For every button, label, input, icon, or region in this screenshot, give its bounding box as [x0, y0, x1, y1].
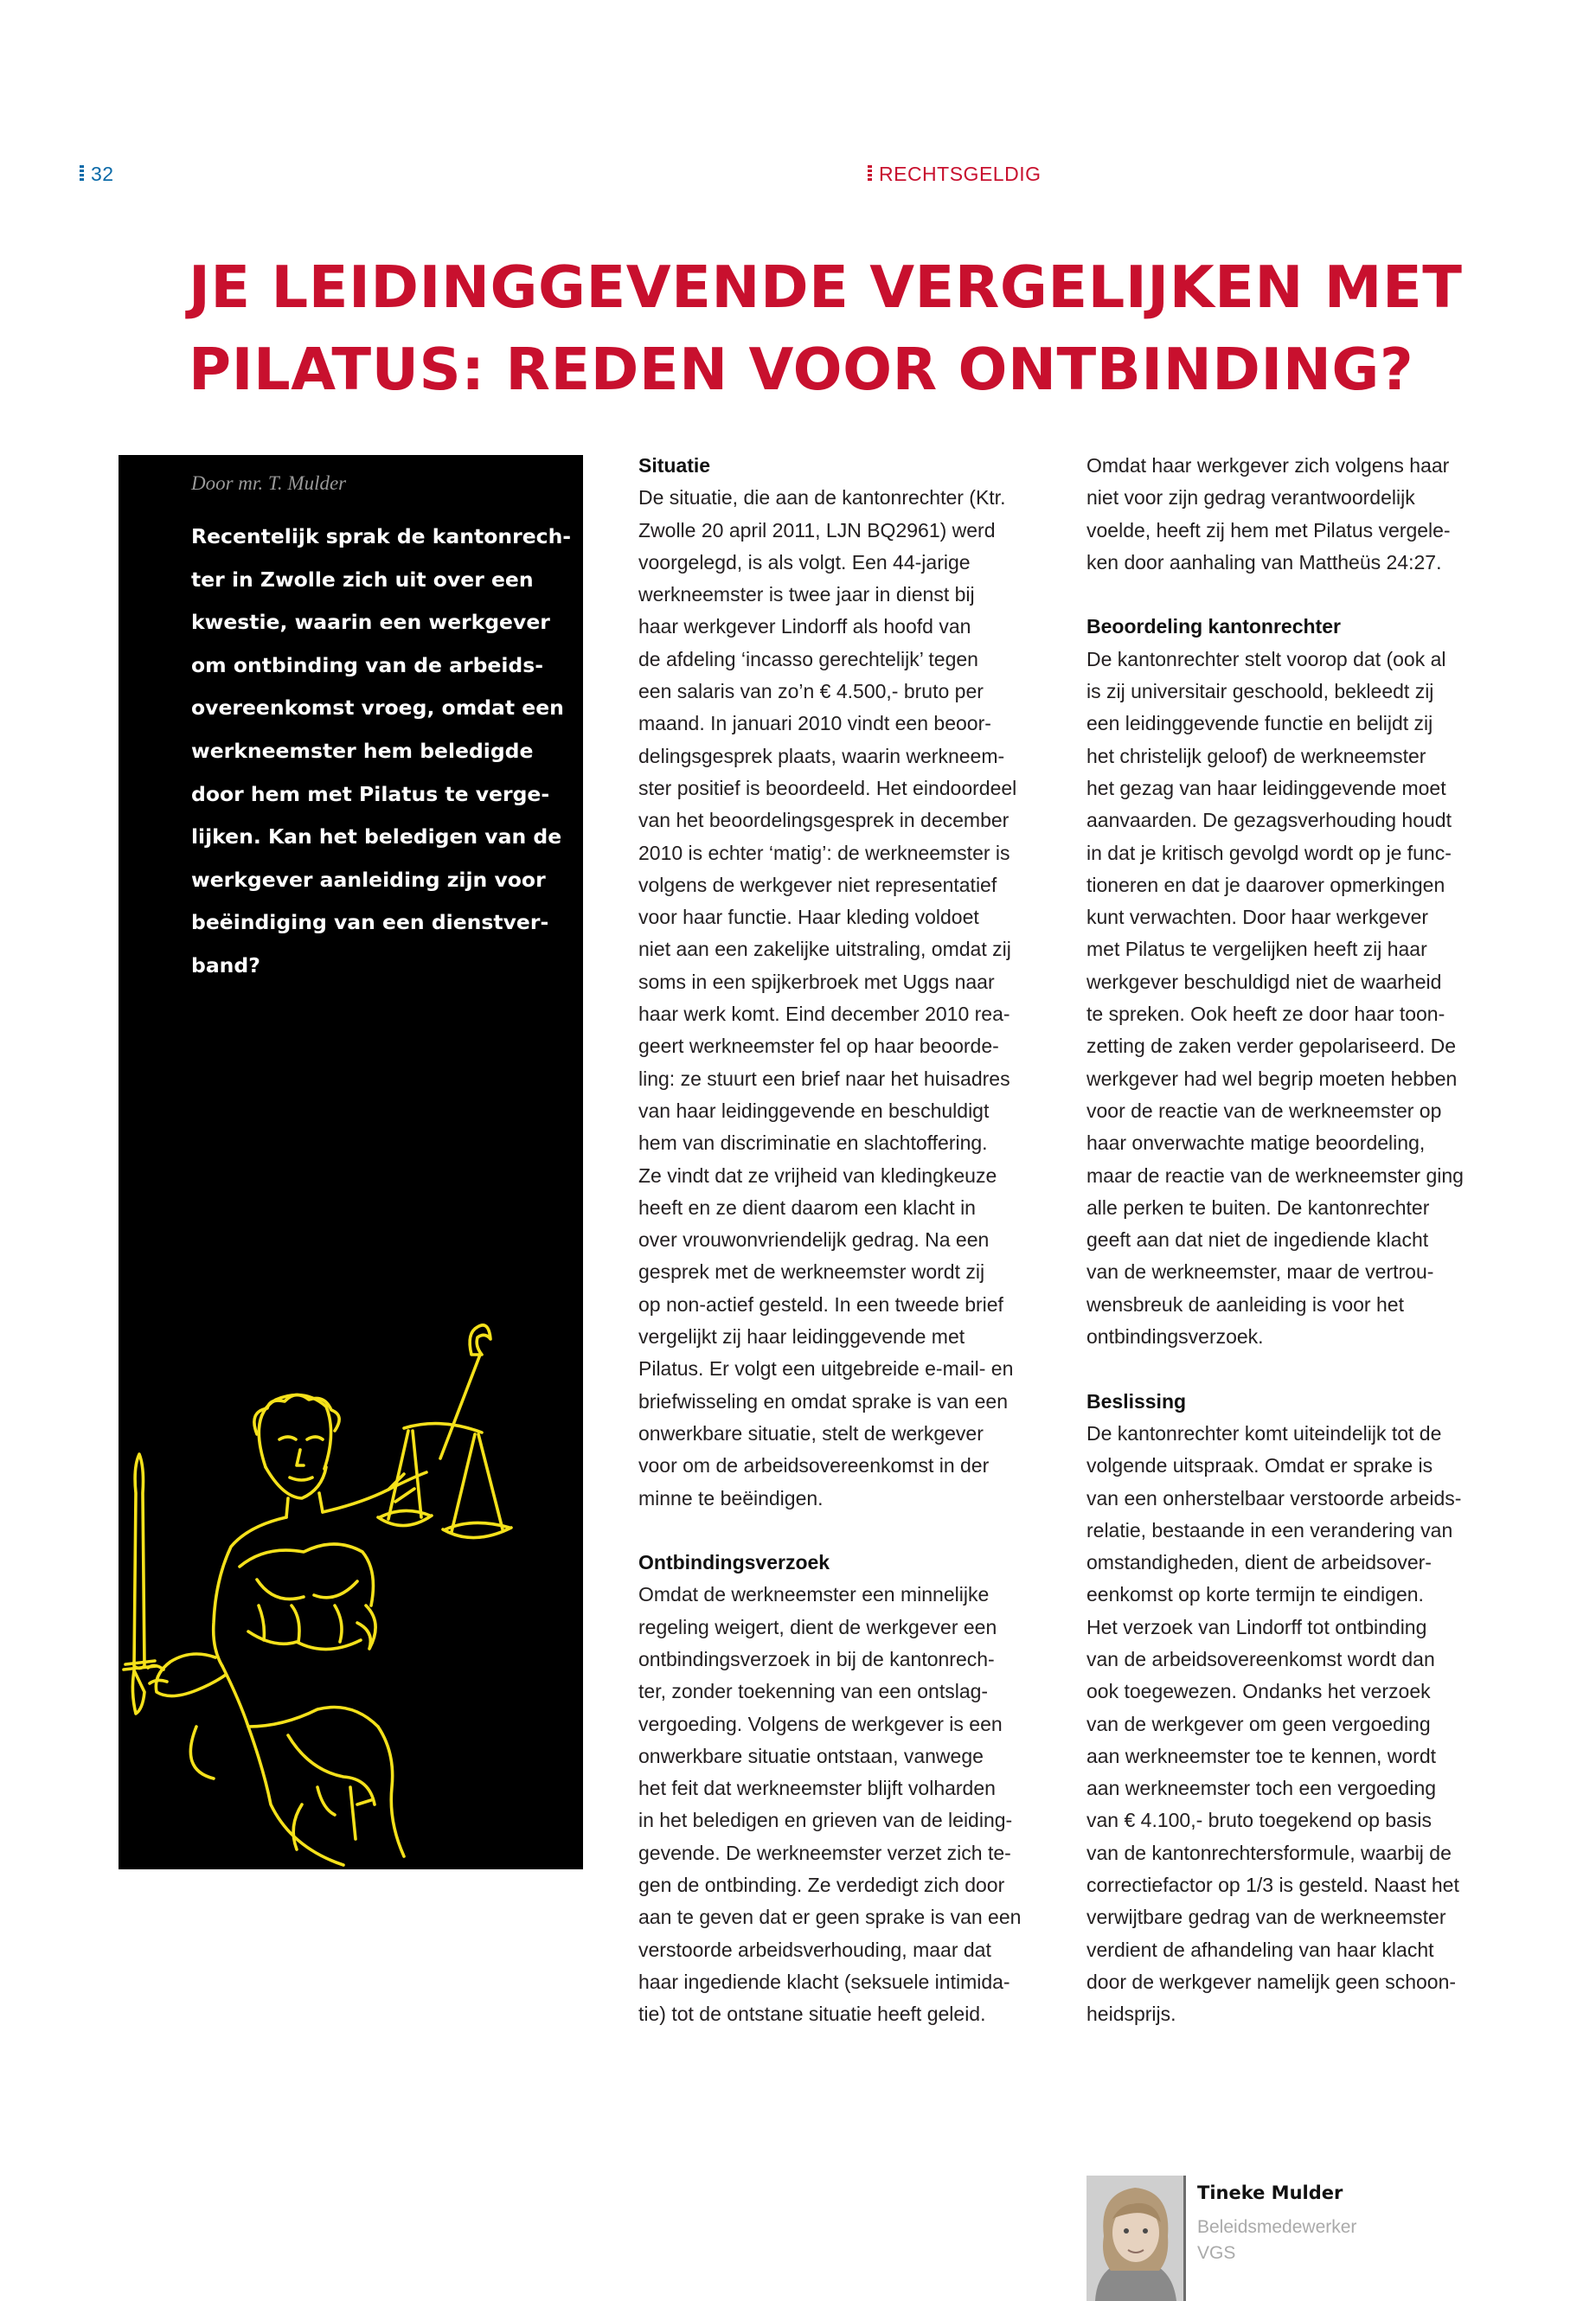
lede — [191, 516, 572, 988]
justitia-illustration — [119, 1320, 583, 1869]
text-line: volgende uitspraak. Omdat er sprake is — [1086, 1454, 1433, 1477]
title-line: JE LEIDINGGEVENDE VERGELIJKEN MET — [189, 253, 1463, 321]
text-line: ter, zonder toekenning van een ontslag- — [638, 1680, 989, 1703]
text-line: aan te geven dat er geen sprake is van een — [638, 1906, 1022, 1929]
paragraph — [1086, 450, 1502, 579]
text-line: verstoorde arbeidsverhouding, maar dat — [638, 1938, 991, 1961]
text-line: wensbreuk de aanleiding is voor het — [1086, 1292, 1404, 1316]
text-line: werkneemster hem beledigde — [191, 738, 534, 763]
text-line: geeft aan dat niet de ingediende klacht — [1086, 1228, 1429, 1252]
text-line: aanvaarden. De gezagsverhouding houdt — [1086, 809, 1452, 832]
text-line: heeft en ze dient daarom een klacht in — [638, 1195, 976, 1219]
author-photo — [1086, 2176, 1183, 2301]
text-line: niet voor zijn gedrag verantwoordelijk — [1086, 486, 1415, 510]
text-line: om ontbinding van de arbeids- — [191, 652, 543, 677]
text-line: Ze vindt dat ze vrijheid van kledingkeuze — [638, 1163, 997, 1187]
text-line: in het beledigen en grieven van de leiding- — [638, 1809, 1013, 1832]
intro-box — [119, 455, 583, 1869]
text-line: ling: ze stuurt een brief naar het huisadres — [638, 1067, 1010, 1090]
text-line: van de werkgever om geen vergoeding — [1086, 1712, 1431, 1735]
text-line: van de kantonrechtersformule, waarbij de — [1086, 1841, 1452, 1864]
text-line: het gezag van haar leidinggevende moet — [1086, 776, 1446, 799]
paragraph — [638, 482, 1054, 1515]
text-line: geert werkneemster fel op haar beoorde- — [638, 1035, 999, 1058]
text-line: van de werkneemster, maar de vertrou- — [1086, 1260, 1434, 1284]
text-line: De situatie, die aan de kantonrechter (Ktr. — [638, 486, 1006, 510]
text-line: ontbindingsverzoek in bij de kantonrech- — [638, 1647, 995, 1670]
text-line: voor om de arbeidsovereenkomst in der — [638, 1454, 990, 1477]
text-line: van haar leidinggevende en beschuldigt — [638, 1099, 990, 1122]
article-title — [189, 247, 1538, 411]
page-number-text: 32 — [91, 163, 114, 185]
page-number — [80, 163, 114, 186]
text-line: tie) tot de ontstane situatie heeft geleid. — [638, 2003, 986, 2026]
paragraph — [638, 1579, 1054, 2030]
text-line: De kantonrechter komt uiteindelijk tot de — [1086, 1421, 1442, 1445]
text-line: lijken. Kan het beledigen van de — [191, 824, 562, 849]
text-line: voor haar functie. Haar kleding voldoet — [638, 906, 979, 929]
text-line: ter in Zwolle zich uit over een — [191, 567, 534, 592]
column-2 — [1086, 450, 1502, 2031]
text-line: overeenkomst vroeg, omdat een — [191, 695, 564, 721]
text-line: vergoeding. Volgens de werkgever is een — [638, 1712, 1003, 1735]
text-line: tioneren en dat je daarover opmerkingen — [1086, 873, 1445, 896]
text-line: ook toegewezen. Ondanks het verzoek — [1086, 1680, 1431, 1703]
text-line: ster positief is beoordeeld. Het eindoordeel — [638, 776, 1017, 799]
text-line: minne te beëindigen. — [638, 1486, 824, 1509]
text-line: van de arbeidsovereenkomst wordt dan — [1086, 1647, 1435, 1670]
text-line: te spreken. Ook heeft ze door haar toon- — [1086, 1003, 1445, 1026]
text-line: haar onverwachte matige beoordeling, — [1086, 1131, 1426, 1155]
text-line: op non-actief gesteld. In een tweede brief — [638, 1292, 1003, 1316]
text-line: ontbindingsverzoek. — [1086, 1325, 1264, 1349]
text-line: werkgever beschuldigd niet de waarheid — [1086, 970, 1442, 993]
text-line: van € 4.100,- bruto toegekend op basis — [1086, 1809, 1432, 1832]
author-name: Tineke Mulder — [1197, 2182, 1343, 2203]
bars-icon — [80, 165, 84, 183]
text-line: correctiefactor op 1/3 is gesteld. Naast het — [1086, 1874, 1459, 1897]
text-line: relatie, bestaande in een verandering van — [1086, 1518, 1453, 1541]
text-line: briefwisseling en omdat sprake is van een — [638, 1389, 1009, 1413]
text-line: verwijtbare gedrag van de werkneemster — [1086, 1906, 1446, 1929]
text-line: beëindiging van een dienstver- — [191, 910, 549, 935]
text-line: werkgever had wel begrip moeten hebben — [1086, 1067, 1458, 1090]
text-line: voelde, heeft zij hem met Pilatus vergele- — [1086, 518, 1451, 542]
text-line: werkgever aanleiding zijn voor — [191, 867, 546, 892]
text-line: van het beoordelingsgesprek in december — [638, 809, 1010, 832]
text-line: door de werkgever namelijk geen schoon- — [1086, 1970, 1457, 1993]
text-line: maand. In januari 2010 vindt een beoor- — [638, 712, 991, 735]
text-line: vergelijkt zij haar leidinggevende met — [638, 1325, 965, 1349]
text-line: haar ingediende klacht (seksuele intimida- — [638, 1970, 1010, 1993]
text-line: hem van discriminatie en slachtoffering. — [638, 1131, 988, 1155]
text-line: aan werkneemster toe te kennen, wordt — [1086, 1744, 1437, 1767]
text-line: niet aan een zakelijke uitstraling, omdat zij — [638, 938, 1011, 961]
text-line: Zwolle 20 april 2011, LJN BQ2961) werd — [638, 518, 996, 542]
section-heading: Beoordeling kantonrechter — [1086, 615, 1341, 638]
paragraph — [1086, 644, 1502, 1354]
author-role: Beleidsmedewerker — [1197, 2217, 1357, 2237]
text-line: Omdat haar werkgever zich volgens haar — [1086, 454, 1450, 477]
text-line: delingsgesprek plaats, waarin werkneem- — [638, 744, 1005, 767]
text-line: is zij universitair geschoold, bekleedt zij — [1086, 680, 1434, 703]
author-organization: VGS — [1197, 2243, 1236, 2263]
text-line: een leidinggevende functie en belijdt zij — [1086, 712, 1433, 735]
text-line: volgens de werkgever niet representatief — [638, 873, 997, 896]
section-heading: Beslissing — [1086, 1389, 1187, 1413]
text-line: Pilatus. Er volgt een uitgebreide e-mail- en — [638, 1357, 1014, 1381]
text-line: band? — [191, 952, 260, 977]
text-line: over vrouwonvriendelijk gedrag. Na een — [638, 1228, 990, 1252]
text-line: het christelijk geloof) de werkneemster — [1086, 744, 1426, 767]
text-line: heidsprijs. — [1086, 2003, 1176, 2026]
text-line: gen de ontbinding. Ze verdedigt zich door — [638, 1874, 1005, 1897]
text-line: kunt verwachten. Door haar werkgever — [1086, 906, 1429, 929]
section-label — [868, 163, 1041, 186]
text-line: gesprek met de werkneemster wordt zij — [638, 1260, 985, 1284]
text-line: aan werkneemster toch een vergoeding — [1086, 1777, 1437, 1800]
text-line: voor de reactie van de werkneemster op — [1086, 1099, 1442, 1122]
text-line: een salaris van zo’n € 4.500,- bruto per — [638, 680, 984, 703]
text-line: De kantonrechter stelt voorop dat (ook al — [1086, 647, 1446, 670]
text-line: soms in een spijkerbroek met Uggs naar — [638, 970, 995, 993]
text-line: haar werk komt. Eind december 2010 rea- — [638, 1003, 1010, 1026]
text-line: de afdeling ‘incasso gerechtelijk’ tegen — [638, 647, 978, 670]
text-line: Het verzoek van Lindorff tot ontbinding — [1086, 1615, 1427, 1638]
portrait-icon — [1086, 2176, 1183, 2301]
text-line: eenkomst op korte termijn te eindigen. — [1086, 1583, 1424, 1606]
byline: Door mr. T. Mulder — [191, 472, 347, 494]
bars-icon — [868, 165, 872, 183]
text-line: verdient de afhandeling van haar klacht — [1086, 1938, 1434, 1961]
text-line: het feit dat werkneemster blijft volharden — [638, 1777, 996, 1800]
text-line: gevende. De werkneemster verzet zich te- — [638, 1841, 1011, 1864]
text-line: alle perken te buiten. De kantonrechter — [1086, 1195, 1430, 1219]
text-line: onwerkbare situatie, stelt de werkgever — [638, 1421, 984, 1445]
text-line: onwerkbare situatie ontstaan, vanwege — [638, 1744, 984, 1767]
text-line: voorgelegd, is als volgt. Een 44-jarige — [638, 550, 971, 574]
text-line: in dat je kritisch gevolgd wordt op je func- — [1086, 841, 1452, 864]
text-line: van een onherstelbaar verstoorde arbeids- — [1086, 1486, 1462, 1509]
text-line: Recentelijk sprak de kantonrech- — [191, 524, 572, 548]
paragraph — [1086, 1418, 1502, 2031]
text-line: 2010 is echter ‘matig’: de werkneemster is — [638, 841, 1010, 864]
text-line: kwestie, waarin een werkgever — [191, 610, 550, 635]
section-heading: Ontbindingsverzoek — [638, 1551, 830, 1574]
text-line: ken door aanhaling van Mattheüs 24:27. — [1086, 550, 1442, 574]
text-line: zetting de zaken verder gepolariseerd. De — [1086, 1035, 1457, 1058]
author-divider — [1183, 2176, 1186, 2301]
title-line: PILATUS: REDEN VOOR ONTBINDING? — [189, 336, 1414, 403]
section-label-text: RECHTSGELDIG — [879, 163, 1042, 185]
text-line: werkneemster is twee jaar in dienst bij — [638, 583, 975, 606]
text-line: Omdat de werkneemster een minnelijke — [638, 1583, 990, 1606]
text-line: met Pilatus te vergelijken heeft zij haar — [1086, 938, 1427, 961]
text-line: haar werkgever Lindorff als hoofd van — [638, 615, 971, 638]
column-1 — [638, 450, 1054, 2031]
text-line: door hem met Pilatus te verge- — [191, 781, 550, 806]
text-line: omstandigheden, dient de arbeidsover- — [1086, 1551, 1432, 1574]
section-heading: Situatie — [638, 454, 711, 477]
text-line: maar de reactie van de werkneemster ging — [1086, 1163, 1464, 1187]
text-line: regeling weigert, dient de werkgever een — [638, 1615, 997, 1638]
